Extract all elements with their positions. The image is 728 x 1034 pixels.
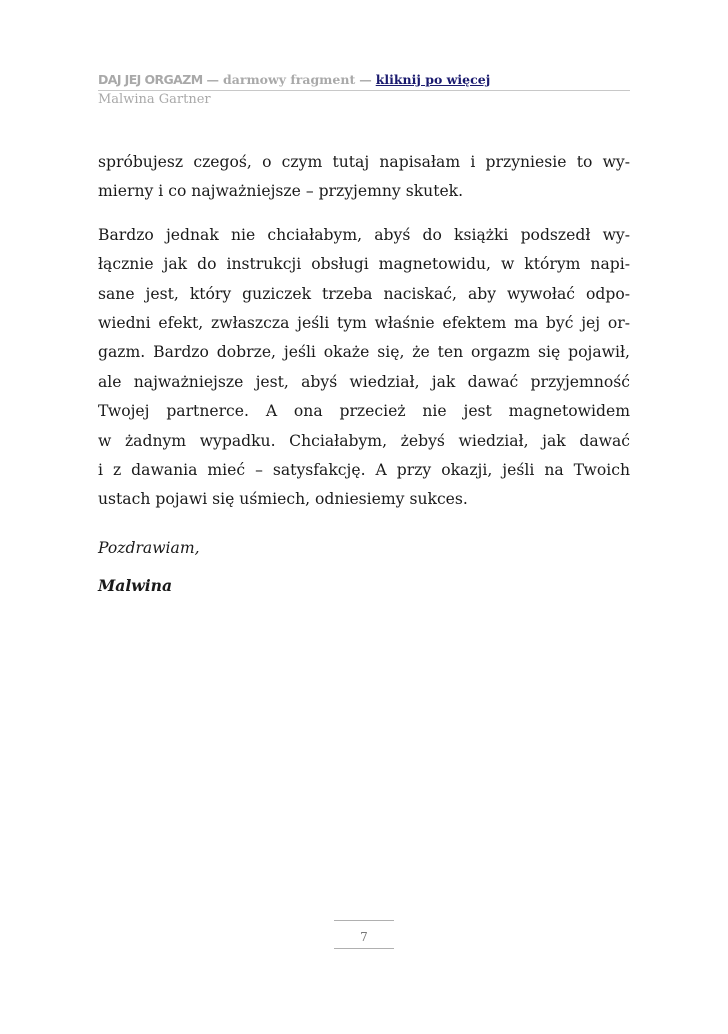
- text-line: spróbujesz czegoś, o czym tutaj napisałam i przyniesie to wy-: [98, 153, 630, 171]
- text-line: ale najważniejsze jest, abyś wiedział, jak dawać przyjemność: [98, 372, 630, 391]
- header-separator: —: [359, 72, 372, 87]
- text-line: mierny i co najważniejsze – przyjemny skutek.: [98, 182, 464, 201]
- body-text: [98, 148, 630, 529]
- page-footer: [334, 920, 394, 949]
- text-line: łącznie jak do instrukcji obsługi magnetowidu, w którym napi-: [98, 255, 630, 274]
- text-line: w żadnym wypadku. Chciałabym, żebyś wiedział, jak dawać: [98, 431, 630, 450]
- text-line: sane jest, który guziczek trzeba naciskać, aby wywołać odpo-: [98, 284, 630, 303]
- footer-divider-bottom: [334, 948, 394, 949]
- footer-divider-top: [334, 920, 394, 921]
- text-line: Twojej partnerce. A ona przecież nie jest magnetowidem: [98, 402, 630, 421]
- page-header: [98, 72, 630, 107]
- text-line: wiedni efekt, zwłaszcza jeśli tym właśnie efektem ma być jej or-: [98, 314, 630, 333]
- text-line: ustach pojawi się uśmiech, odniesiemy sukces.: [98, 490, 468, 509]
- author-name: Malwina Gartner: [98, 92, 211, 107]
- paragraph: [98, 221, 630, 515]
- fragment-label: darmowy fragment: [223, 72, 356, 87]
- header-title-line: [98, 72, 630, 88]
- text-line: i z dawania mieć – satysfakcję. A przy okazji, jeśli na Twoich: [98, 461, 630, 480]
- header-divider: [98, 90, 630, 91]
- book-title: DAJ JEJ ORGAZM: [98, 72, 203, 87]
- text-line: Bardzo jednak nie chciałabym, abyś do książki podszedł wy-: [98, 225, 630, 244]
- signature: Malwina: [98, 576, 173, 595]
- text-line: gazm. Bardzo dobrze, jeśli okaże się, że ten orgazm się pojawił,: [98, 343, 630, 362]
- page-number: 7: [360, 930, 368, 944]
- greeting: Pozdrawiam,: [98, 539, 200, 557]
- more-link[interactable]: kliknij po więcej: [375, 72, 491, 87]
- header-separator: —: [206, 72, 220, 87]
- paragraph: [98, 148, 630, 207]
